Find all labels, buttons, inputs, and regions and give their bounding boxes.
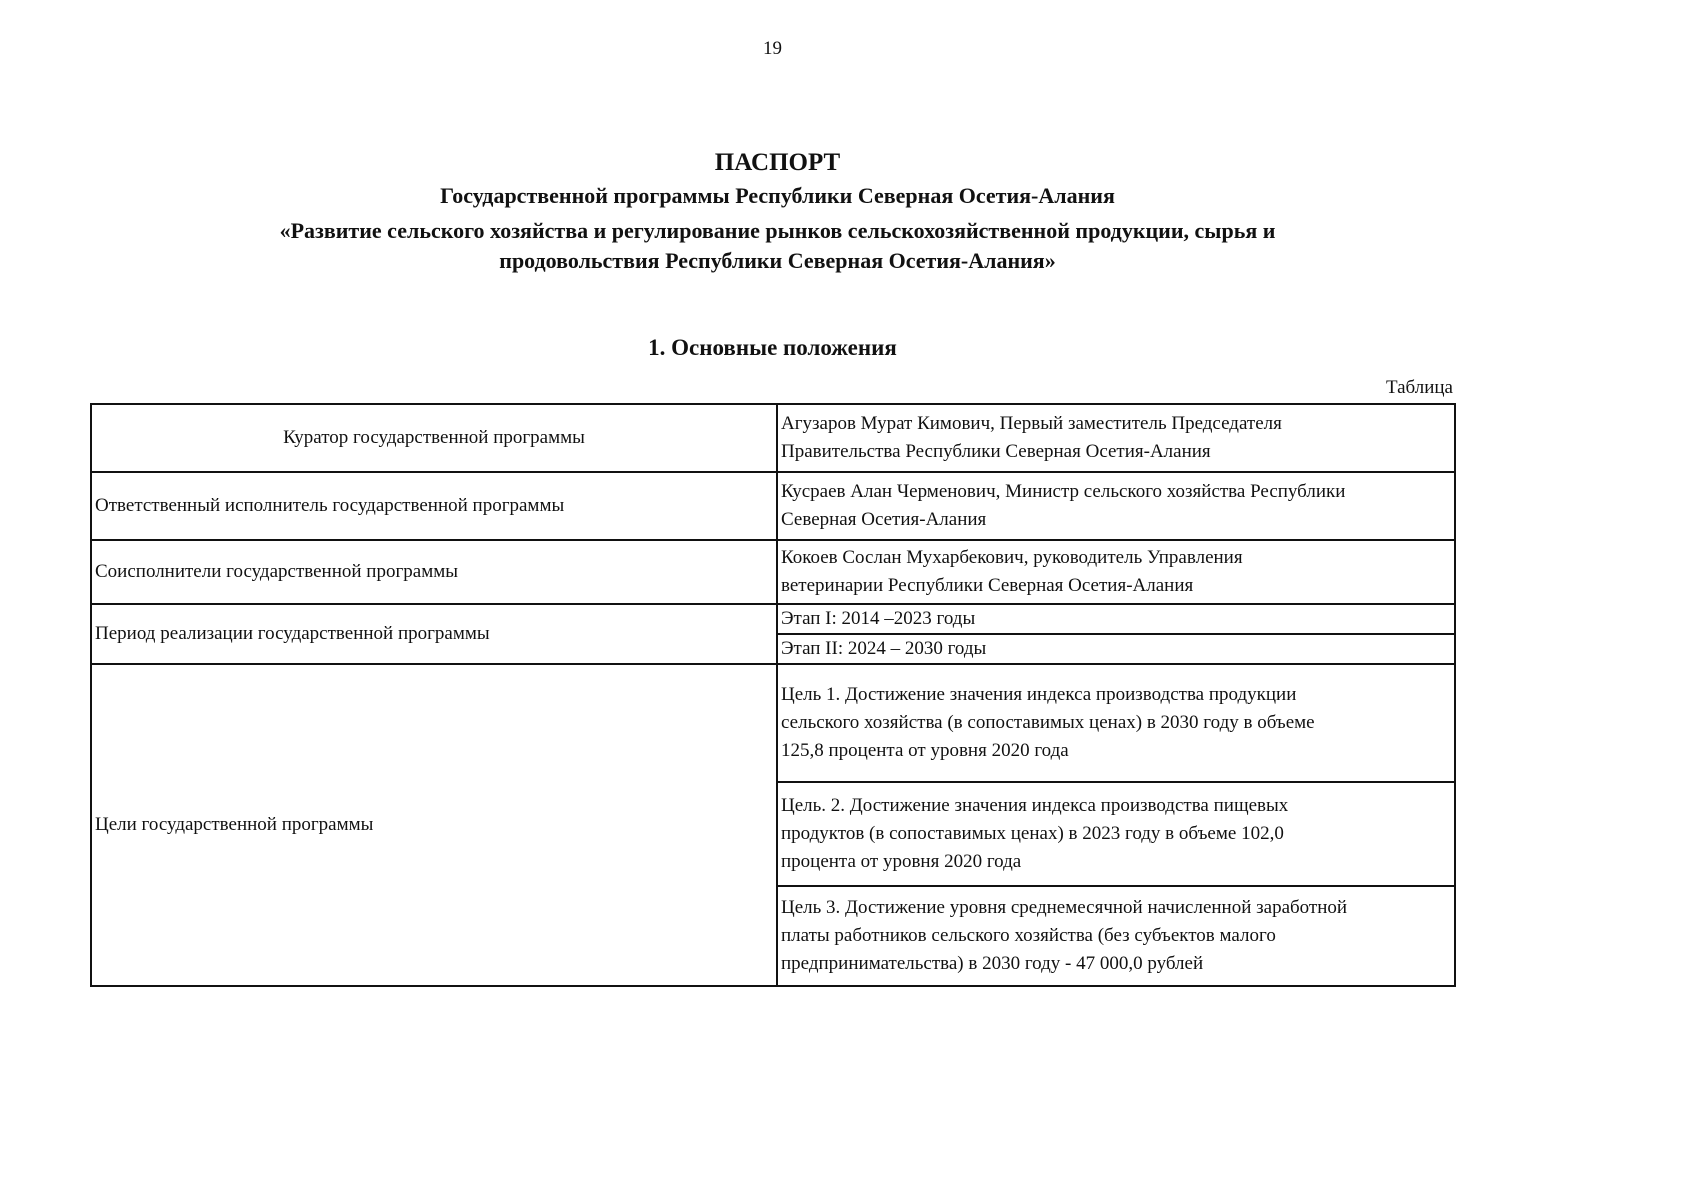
table-row-period [91, 604, 1455, 634]
table-row-curator [91, 404, 1455, 472]
cell-line: Кокоев Сослан Мухарбекович, руководитель Управления [781, 547, 1243, 568]
goal-2 [777, 782, 1455, 886]
cell-line: предпринимательства) в 2030 году - 47 000,0 рублей [781, 953, 1204, 974]
cell-line: Цель 3. Достижение уровня среднемесячной начисленной заработной [781, 897, 1348, 918]
goal-3 [777, 886, 1455, 986]
passport-subtitle: Государственной программы Республики Северная Осетия-Алания [440, 183, 1115, 208]
responsible-label: Ответственный исполнитель государственной программы [91, 472, 777, 540]
period-label: Период реализации государственной программы [91, 604, 777, 664]
cell-line: Кусраев Алан Черменович, Министр сельского хозяйства Республики [781, 481, 1346, 502]
cell-line: платы работников сельского хозяйства (без субъектов малого [781, 925, 1276, 946]
cell-line: Северная Осетия-Алания [781, 509, 987, 530]
cell-line: продуктов (в сопоставимых ценах) в 2023 году в объеме 102,0 [781, 823, 1284, 844]
passport-title: ПАСПОРТ [714, 149, 841, 176]
table-row-coexecutors [91, 540, 1455, 604]
goal-1 [777, 664, 1455, 782]
curator-value [777, 404, 1455, 472]
cell-line: сельского хозяйства (в сопоставимых ценах) в 2030 году в объеме [781, 712, 1315, 733]
cell-line: 125,8 процента от уровня 2020 года [781, 740, 1069, 761]
period-stage-1: Этап I: 2014 –2023 годы [777, 604, 1455, 634]
coexecutors-value [777, 540, 1455, 604]
curator-label: Куратор государственной программы [91, 404, 777, 472]
cell-line: Цель 1. Достижение значения индекса производства продукции [781, 684, 1297, 705]
cell-line: Правительства Республики Северная Осетия-Алания [781, 441, 1211, 462]
cell-line: Цель. 2. Достижение значения индекса производства пищевых [781, 795, 1289, 816]
period-stage-2: Этап II: 2024 – 2030 годы [777, 634, 1455, 664]
cell-line: процента от уровня 2020 года [781, 851, 1022, 872]
table-row-responsible [91, 472, 1455, 540]
program-name-line: «Развитие сельского хозяйства и регулирование рынков сельскохозяйственной продукции, сырья и [279, 218, 1276, 243]
goals-label: Цели государственной программы [91, 664, 777, 986]
coexecutors-label: Соисполнители государственной программы [91, 540, 777, 604]
responsible-value [777, 472, 1455, 540]
passport-title-block [150, 147, 1405, 276]
table-row-goal-1 [91, 664, 1455, 782]
page-number: 19 [763, 38, 782, 59]
table-label: Таблица [1385, 377, 1453, 398]
passport-table [90, 403, 1456, 987]
cell-line: Агузаров Мурат Кимович, Первый заместитель Председателя [781, 413, 1282, 434]
program-name [150, 216, 1405, 276]
section-heading: 1. Основные положения [648, 335, 897, 360]
cell-line: ветеринарии Республики Северная Осетия-Алания [781, 575, 1194, 596]
program-name-line: продовольствия Республики Северная Осетия-Алания» [499, 248, 1056, 273]
